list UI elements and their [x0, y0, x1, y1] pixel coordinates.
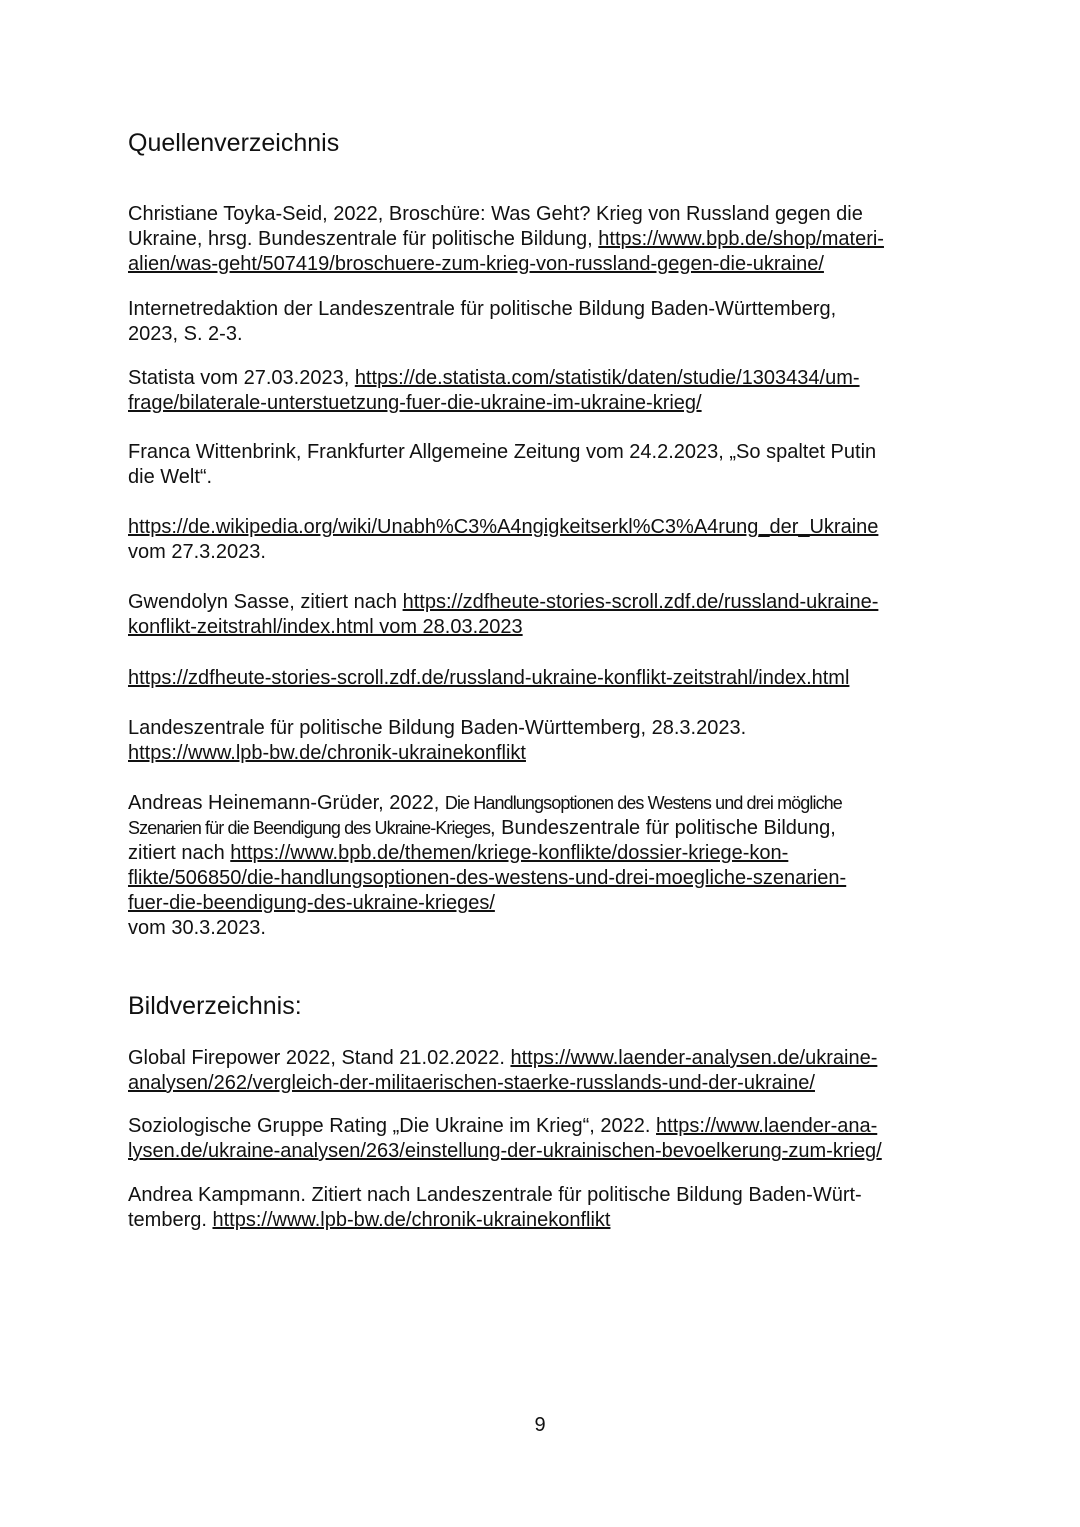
source-link[interactable]: https://zdfheute-stories-scroll.zdf.de/russland-ukraine-konflikt-zeitstrahl/index.html [128, 667, 850, 689]
image-link[interactable]: https://www.laender-analysen.de/ukraine- [510, 1047, 878, 1069]
source-entry [128, 666, 968, 691]
image-link[interactable]: https://www.lpb-bw.de/chronik-ukrainekonflikt [212, 1209, 611, 1231]
entry-text: temberg. [128, 1209, 213, 1231]
image-link[interactable]: https://www.laender-ana- [656, 1115, 878, 1137]
entry-text: Global Firepower 2022, Stand 21.02.2022. [128, 1047, 511, 1069]
source-link[interactable]: konflikt-zeitstrahl/index.html vom 28.03.2023 [128, 616, 523, 638]
image-link[interactable]: lysen.de/ukraine-analysen/263/einstellung-der-ukrainischen-bevoelkerung-zum-krieg/ [128, 1140, 882, 1162]
entry-text: Franca Wittenbrink, Frankfurter Allgemeine Zeitung vom 24.2.2023, „So spaltet Putin [128, 441, 877, 463]
entry-text: vom 27.3.2023. [128, 541, 266, 563]
source-link[interactable]: https://de.statista.com/statistik/daten/studie/1303434/um- [354, 367, 860, 389]
source-link[interactable]: https://www.bpb.de/themen/kriege-konflikte/dossier-kriege-kon- [230, 842, 789, 864]
source-entry [128, 515, 968, 565]
source-link[interactable]: https://www.bpb.de/shop/materi- [598, 228, 884, 250]
source-entry [128, 590, 968, 640]
entry-text: zitiert nach [128, 842, 231, 864]
entry-text: Statista vom 27.03.2023, [128, 367, 355, 389]
source-entry [128, 202, 968, 277]
entry-title: Szenarien für die Beendigung des Ukraine-Krieges [128, 818, 491, 838]
source-link[interactable]: alien/was-geht/507419/broschuere-zum-krieg-von-russland-gegen-die-ukraine/ [128, 253, 824, 275]
page-number: 9 [534, 1414, 546, 1436]
image-entry [128, 1183, 968, 1233]
entry-text: Christiane Toyka-Seid, 2022, Broschüre: Was Geht? Krieg von Russland gegen die [128, 203, 863, 225]
image-entry [128, 1046, 968, 1096]
entry-text: Ukraine, hrsg. Bundeszentrale für politische Bildung, [128, 228, 599, 250]
source-entry [128, 791, 968, 941]
images-heading: Bildverzeichnis: [128, 992, 302, 1020]
entry-text: Andrea Kampmann. Zitiert nach Landeszentrale für politische Bildung Baden-Würt- [128, 1184, 862, 1206]
image-link[interactable]: analysen/262/vergleich-der-militaerischen-staerke-russlands-und-der-ukraine/ [128, 1072, 815, 1094]
entry-text: Internetredaktion der Landeszentrale für politische Bildung Baden-Württemberg, [128, 298, 837, 320]
entry-text: Landeszentrale für politische Bildung Baden-Württemberg, 28.3.2023. [128, 717, 747, 739]
source-link[interactable]: fuer-die-beendigung-des-ukraine-krieges/ [128, 892, 495, 914]
source-entry [128, 297, 968, 347]
entry-text: Soziologische Gruppe Rating „Die Ukraine im Krieg“, 2022. [128, 1115, 657, 1137]
entry-title: Die Handlungsoptionen des Westens und drei mögliche [444, 793, 842, 813]
entry-text: vom 30.3.2023. [128, 917, 266, 939]
source-link[interactable]: https://zdfheute-stories-scroll.zdf.de/russland-ukraine- [402, 591, 879, 613]
sources-heading: Quellenverzeichnis [128, 129, 340, 157]
entry-text: , Bundeszentrale für politische Bildung, [490, 817, 836, 839]
source-entry [128, 716, 968, 766]
source-entry [128, 440, 968, 490]
source-link[interactable]: https://de.wikipedia.org/wiki/Unabh%C3%A4ngigkeitserkl%C3%A4rung_der_Ukraine [128, 516, 879, 538]
source-link[interactable]: https://www.lpb-bw.de/chronik-ukrainekonflikt [128, 742, 526, 764]
entry-text: die Welt“. [128, 466, 213, 488]
source-entry [128, 366, 968, 416]
image-entry [128, 1114, 968, 1164]
source-link[interactable]: frage/bilaterale-unterstuetzung-fuer-die-ukraine-im-ukraine-krieg/ [128, 392, 702, 414]
entry-text: 2023, S. 2-3. [128, 323, 243, 345]
entry-text: Gwendolyn Sasse, zitiert nach [128, 591, 403, 613]
source-link[interactable]: flikte/506850/die-handlungsoptionen-des-westens-und-drei-moegliche-szenarien- [128, 867, 847, 889]
entry-text: Andreas Heinemann-Grüder, 2022, [128, 792, 445, 814]
